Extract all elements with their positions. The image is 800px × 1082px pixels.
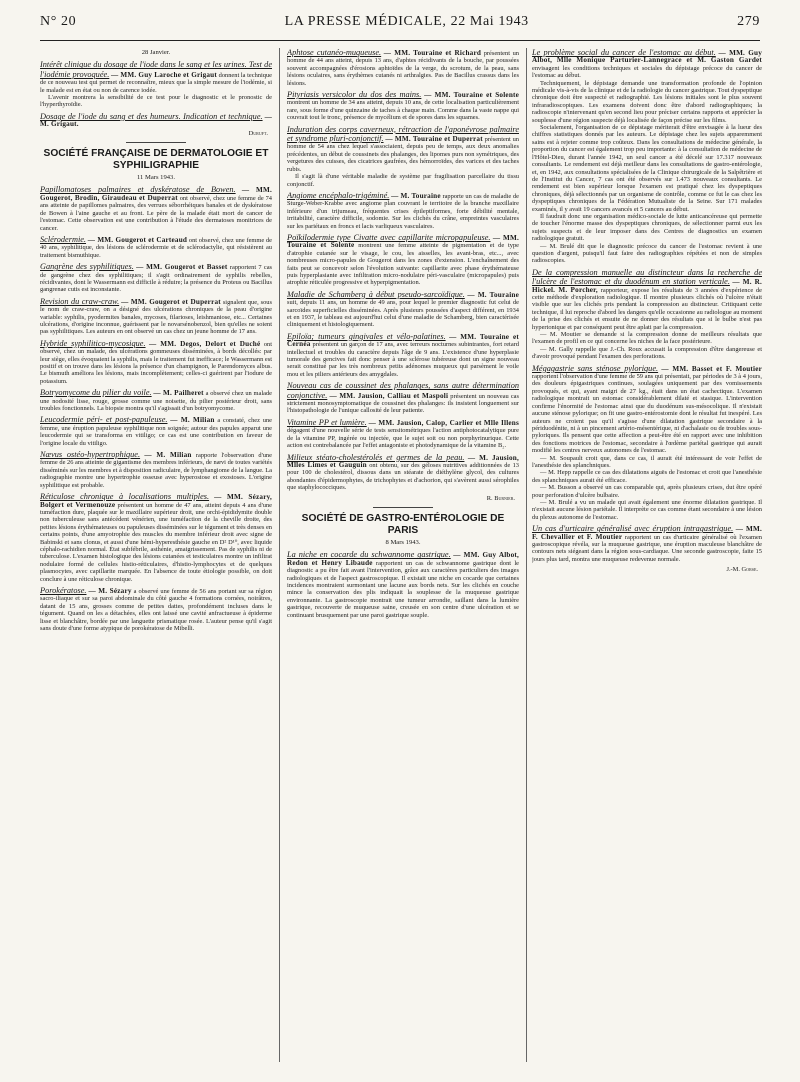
article-text: a constaté, chez une femme, une éruption papuleuse syphilitique non soignée; autour des papules apparut une leucodermie qui se transforma en vitiligo; ce cas est une contribution en faveur de l'origine locale du vitiligo.: [40, 417, 272, 447]
article-authors: — MM. Jausion, Calop, Carlier et Mlle Illens: [368, 418, 519, 427]
article-authors: — MM. Touraine et Solente: [287, 233, 519, 250]
article: [532, 524, 762, 563]
article-authors: — MM. Gougerot et Basset: [136, 263, 228, 272]
article-authors: — MM. F. Chevallier et F. Moutier: [532, 525, 762, 541]
article-title: Vitamine PP et lumière.: [287, 417, 367, 427]
article-authors: — M. Jausion, Mlles Limes et Gauguin: [287, 453, 519, 469]
article-authors: — MM. Guy Albot, Redon et Henry Libaude: [287, 551, 519, 567]
article-discussion: — M. Soupault croit que, dans ce cas, il aurait été intéressant de voir l'effet de l'anesthésie des splanchniques.: [532, 454, 762, 469]
article-text: présentent un homme de 44 ans atteint, depuis 13 ans, d'aphtes récidivants de la bouche, par poussées souvent accompagnées d'érosions aphtoïdes de la verge, du scrotum, de la peau, sans lésions oculaires, sans érythèmes cutanés ni arthralgies. Pas de Bacillus crassus dans les lésions.: [287, 50, 519, 87]
article: [40, 297, 272, 336]
article-authors: — MM. Touraine et Cernéa: [287, 332, 519, 349]
article: [40, 339, 272, 385]
article-title: Le problème social du cancer de l'estomac au début.: [532, 48, 716, 57]
column-2: [287, 48, 519, 1062]
article-authors: — MM. Gougerot et Duperrat: [121, 297, 221, 306]
article-title: Botryomycome du pilier du voile.: [40, 388, 152, 398]
article-title: Epiloïa; tumeurs gingivales et vélo-palatines.: [287, 331, 446, 341]
article-text: montrent un homme de 34 ans atteint, depuis 10 ans, de cette localisation particulièrement rare, sous forme d'une quinzaine de taches à chaque main. Comme dans la vaste nappe qui couvrait tout le tronc, présence de mycélium et de spores dans les squames.: [287, 99, 519, 122]
society-heading: SOCIÉTÉ DE GASTRO-ENTÉROLOGIE DE PARIS: [301, 512, 505, 536]
article-title: Milieux stéato-cholestérolés et germes de la peau.: [287, 452, 465, 462]
article-discussion: — M. Busson a observé un cas comparable qui, après plusieurs crises, dut être opéré pour perforation d'ulcère bulbaire.: [532, 484, 762, 499]
article-authors: — MM. Guy Laroche et Grigaut: [110, 70, 217, 79]
article-title: Induration des corps caverneux, rétraction de l'aponévrose palmaire et syndrome pluri-conjonctif.: [287, 124, 519, 144]
article-title: Maladie de Schamberg à début pseudo-sarcoïdique.: [287, 289, 465, 299]
column-3: [532, 48, 762, 1062]
article-title: Nævus ostéo-hypertrophique.: [40, 450, 141, 460]
article-authors: — M. Touraine: [467, 290, 519, 299]
header-rule: [40, 40, 760, 41]
article-discussion: — M. Gally rappelle que J.-Ch. Roux accusait la compression d'être dangereuse et d'avoir provoqué pendant l'examen des perforations.: [532, 345, 762, 361]
article: [287, 381, 519, 415]
article-text: présentent un homme de 47 ans, atteint depuis 4 ans d'une tuméfaction dure, plaquée sur le maxillaire supérieur droit, une orchi-épididymite double non tuberculeuse sans antécédent vénérien, une tuméfaction de la cheville droite, des petites lésions érythémateuses ou papuleuses disséminées sur le tégument et très denses en certains points, d'une amyotrophie des muscles du membre inférieur droit avec signe de Babinski et sans clonus, et aussi d'une hémi-hyperesthésie gauche en D² D¹⁰, avec liquide céphalo-rachidien normal. État subfébrile, asthénie, amaigrissement. Pas de syphilis ni de tuberculose. L'examen histologique des lésions cutanées et testiculaires montre un infiltrat nodulaire formé de cellules histio-réticulaires, d'histio-lymphocytes et de quelques plasmocytes, avec capillarite marquée. En l'absence de toute étiologie possible, on doit conclure à une réticulose chronique.: [40, 501, 272, 583]
article-authors: — M. Pailheret: [153, 389, 204, 398]
article-title: Revision du craw-craw.: [40, 296, 120, 306]
article-title: Hybride syphilitico-mycosique.: [40, 338, 146, 348]
page-header: [40, 14, 760, 40]
article-discussion: — M. Hepp rappelle ce cas des dilatations aiguës de l'estomac et croit que l'anesthésie des splanchniques aurait été efficace.: [532, 469, 762, 484]
article-authors: — M. R. Hickel. M. Porcher,: [532, 278, 762, 294]
article-text: donnent la technique de ce nouveau test qui permet de reconnaître, mieux que la simple mesure de l'iodémie, si le malade est en état ou non de carence iodée.: [40, 71, 272, 94]
signature: R. Burnier.: [486, 494, 515, 502]
society-heading: SOCIÉTÉ FRANÇAISE DE DERMATOLOGIE ET SYPHILIGRAPHIE: [43, 148, 269, 172]
article-authors: — M. Milian: [170, 416, 215, 425]
article-title: Aphtose cutanéo-muqueuse.: [287, 48, 382, 57]
article-title: Gangrène des syphilitiques.: [40, 262, 134, 272]
article-text: ont observé, chez un malade, des ulcérations gommeuses disséminées, à bords décollés: par leur siège, elles évoquaient la syphilis, mais le traitement fut inefficace; le Wassermann est positif et on trouve dans les lésions la présence d'un champignon, le Parendomyces albus. Le bismuth améliora les lésions, mais incomplètement; celles-ci guérirent par l'iodure de potassium.: [40, 340, 272, 385]
article-authors: — M. Milian: [144, 451, 192, 460]
column-divider: [526, 48, 527, 1062]
article-title: Un cas d'urticaire généralisé avec éruption intragastrique.: [532, 524, 734, 534]
article-discussion: — M. Brulé dit que le diagnostic précoce du cancer de l'estomac revient à une question d'argent, puisqu'il faut faire des radiographies répétées et non de simples radioscopies.: [532, 242, 762, 265]
article-title: Pityriasis versicolor du dos des mains.: [287, 90, 422, 100]
article-authors: — MM. Gougerot, Brodin, Giraudeau et Duperrat: [40, 186, 272, 202]
article-title: Réticulose chronique à localisations multiples.: [40, 492, 210, 502]
article-title: De la compression manuelle au distincteur dans la recherche de l'ulcère de l'estomac et du duodénum en station verticale.: [532, 267, 762, 287]
article: [287, 332, 519, 378]
article-title: Poïkilodermie type Civatte avec capillarite micropapuleuse.: [287, 232, 491, 242]
article-text: a observé une femme de 56 ans portant sur sa région sacro-iliaque et sur sa paroi abdominale du côté gauche 4 formations cornées, noirâtres, datant de 15 ans, grosses comme de petites dattes, profondément incluses dans le tégument. Quand on les a détachées, elles ont laissé une cavité anfractueuse à épiderme lisse et blanchâtre, bordée par une languette prismatique rosée. L'auteur pense qu'il s'agit sans doute d'une forme atypique de porokératose de Mibelli.: [40, 587, 272, 632]
article-text: ont observé, chez une femme de 74 ans atteinte de papillomes palmaires, des verrues séborrhéiques banales et de dyskératose de Bowen à l'aine gauche et au front. Le père de la malade était mort de cancer de l'estomac. Cette observation est une contribution à l'étude des dermatoses monitrices de cancer.: [40, 194, 272, 232]
article-text: rapportent un cas de schwannome gastrique dont le diagnostic a pu être fait avant l'intervention, grâce aux caractères particuliers des images radiologiques et de l'aspect gastroscopique. Il existait une niche en cocarde que certaines incidences montraient surmontant une lacune aux bords nets. Sur les clichés en couche mince la conservation des plis indiquait la souplesse de la muqueuse gastrique environnante. La gastroscopie montrait une tumeur arrondie, saillant dans la lumière gastrique, recouverte de muqueuse saine, creusée en son centre d'une ulcération et se continuant brusquement par une paroi gastrique souple.: [287, 559, 519, 619]
article-authors: — MM. Touraine et Duperrat: [385, 135, 483, 144]
article-text: rapportent l'observation d'une femme de 59 ans qui présentait, par périodes de 3 à 4 jours, des douleurs épigastriques continues, soulagées uniquement par des vomissements provoqués, et qui, ayant maigri de 27 kg., était dans un état cachectique. L'examen radiologique montrait un estomac considérablement dilaté et stasique. L'intervention confirme l'énormité de l'estomac ainsi que du duodénum sus-mésocolique. Il n'existait aucune sténose pylorique; on fit une gastro-entérostomie dont le résultat fut inespéré. Les auteurs ne croient pas qu'il s'agisse d'une dilatation gastrique secondaire à la périduodénite, ni à un pincement artério-mésentérique, ni d'achalasie ou de troubles sous-pyloriques. Ils pensent que cette affection a peut-être été en rapport avec une inhibition des fonctions motrices de l'estomac, secondaire à l'œdème pariétal gastrique qui aurait modifié les centres nerveux autonomes de l'estomac.: [532, 373, 762, 455]
article-title: Papillomatoses palmaires et dyskératose de Bowen.: [40, 185, 236, 195]
article: [532, 268, 762, 361]
signature: J.-M. Gorse.: [726, 566, 758, 574]
article: [287, 90, 519, 122]
article-text: rapportent un cas d'urticaire généralisé où l'examen gastroscopique révéla, sur la muqueuse gastrique, une éruption maculeuse blanchâtre de contours nets siégeant dans la région sous-cardiaque. Une seconde gastroscopie, faite 15 jours plus tard, montra une muqueuse redevenue normale.: [532, 533, 762, 563]
separator: [373, 507, 433, 508]
article: [532, 48, 762, 265]
article: [287, 290, 519, 329]
article-authors: — M. Grigaut.: [40, 112, 272, 129]
article: [40, 185, 272, 231]
article-authors: — MM. Touraine et Solente: [424, 91, 519, 100]
article-text: rapportent 7 cas de gangrène chez des syphilitiques; il s'agit ordinairement de syphilis rebelles, récidivantes, dont le Wassermann est difficile à réduire; la présence du Proteus ou Bacillus gangrenae cutis est inconstante.: [40, 264, 272, 294]
article-text: rapporte l'observation d'une femme de 26 ans atteinte de gigantisme des membres inférieurs, de nævi de toutes variétés disséminés sur les membres et à disposition radiculaire, de lymphangiome de la langue. La radiographie montre une hypertrophie osseuse avec hyperostose et exostoses. L'origine syphilitique est probable.: [40, 452, 272, 489]
article-title: Dosage de l'iode du sang et des humeurs. Indication et technique.: [40, 111, 263, 121]
article-authors: — M. Touraine: [391, 191, 441, 200]
article-authors: — MM. Basset et F. Moutier: [661, 364, 762, 373]
article-title: La niche en cocarde du schwannome gastrique.: [287, 550, 451, 560]
session-date: 28 Janvier.: [141, 49, 171, 56]
article-text: Il s'agit là d'une véritable maladie de système par fragilisation parcellaire du tissu conjonctif.: [287, 173, 519, 188]
article: [40, 450, 272, 489]
article-title: Porokératose.: [40, 585, 87, 595]
article-text: envisagent les conditions techniques et sociales du dépistage précoce du cancer de l'estomac au début.: [532, 64, 762, 80]
journal-title: LA PRESSE MÉDICALE, 22 Mai 1943: [284, 14, 529, 29]
article: [40, 60, 272, 108]
article: [40, 586, 272, 632]
article-title: Mégagastrie sans sténose pylorique.: [532, 363, 659, 373]
article-text: a observé chez un malade une nodosité lisse, rouge, grosse comme une noisette, du pilier postérieur droit, sans troubles fonctionnels. La biopsie montra qu'il s'agissait d'un botryomycome.: [40, 390, 272, 413]
article: [40, 415, 272, 447]
article-text: montrent une femme atteinte de pigmentation et de type d'atrophie cutanée sur le visage, le cou, les aisselles, les avant-bras, etc..., avec nombreuses micro-papules de Gougerot dans les zones d'extension. L'enchaînement des faits peut se concevoir selon l'évolution suivante: capillarite avec phase érythémateuse puis hyperplasiante avec infiltration micro-nodulaire péri-vasculaire (micropapules) puis atrophie réticulée progressive et hyperpigmentation.: [287, 242, 519, 287]
article-text: rapporteur, expose les résultats de 3 années d'expérience de cette méthode d'exploration radiologique. Il montre plusieurs clichés où l'ulcère n'était visible que sur les clichés pris pendant la compression au distincteur. Critiquant cette technique, il lui reproche d'abord les dangers qu'elle occasionne au radiologue au moment de la prise des clichés et ensuite de ne donner des résultats que si le bulbe n'est pas hypertonique et par conséquent peut être aplati par la compression.: [532, 286, 762, 331]
column-divider: [279, 48, 280, 1062]
article-text: ont obtenu, sur des géloses nutritives additionnées de 13 pour 100 de cholestérol, dissous dans un stéarate de diéthylène glycol, des cultures abondantes d'épidermophytes, de trichophytes et d'achorion, qui s'avèrent aussi sérophiles que staphylococciques.: [287, 461, 519, 492]
article-title: Angiome encéphalo-trigéminé.: [287, 190, 390, 200]
article-text: rapporte un cas de maladie de Sturge-Weber-Krabbe avec angiome plan couvrant le territoire de la branche maxillaire inférieure d'un trijumeau, fréquentes crises épileptiformes, forte débilité mentale, irritabilité, caractère difficile, sodomie. Sur les clichés du crâne, empreintes vasculaires sur les pariétaux en froncs et lacis varliqueux vasculaires.: [287, 192, 519, 230]
article-authors: — MM. Guy Albot, Mlle Monique Parturier-Lannegrace et M. Gaston Gardet: [532, 49, 762, 65]
article-authors: — MM. Touraine et Richard: [383, 49, 482, 57]
column-1: [40, 48, 272, 1062]
article: [287, 125, 519, 188]
article-title: Nouveau cas de coussinet des phalanges, sans autre détermination conjonctive.: [287, 381, 519, 400]
separator: [126, 142, 186, 143]
article-authors: — MM. Degos, Delort et Duché: [149, 339, 261, 348]
article-text: suit, depuis 11 ans, un homme de 49 ans, pour lequel le premier diagnostic fut celui de sarcoïdes superficielles disséminées. Après plusieurs poussées d'aspect différent, en 1934 et en 1937, le tableau est aujourd'hui celui d'une maladie de Schamberg, bien caractérisée cliniquement et histologiquement.: [287, 299, 519, 329]
article-title: Leucodermie péri- et post-papuleuse.: [40, 415, 168, 425]
issue-number: N° 20: [40, 14, 77, 29]
article-authors: — M. Sézary: [88, 586, 132, 595]
article: [287, 233, 519, 287]
article-discussion: — M. Brulé a vu un malade qui avait également une énorme dilatation gastrique. Il n'existait aucune lésion pariétale. Il interprète ce cas comme étant secondaire à une lésion du plexus autonome de l'estomac.: [532, 498, 762, 521]
article: [287, 191, 519, 230]
article: [40, 262, 272, 294]
article-authors: — MM. Gougerot et Carteaud: [87, 235, 188, 244]
article: [287, 453, 519, 492]
article-text: L'avenir montrera la sensibilité de ce test pour le diagnostic et le pronostic de l'hyperthyroïdie.: [40, 94, 272, 109]
article: [532, 364, 762, 522]
article-text: Socialement, l'organisation de ce dépistage mériterait d'être envisagée à la lueur des chiffres statistiques donnés par les auteurs. Le dépistage chez les sujets apparemment sains est à rejeter comme trop coûteux. Dans les consultations de médecine générale, la proportion du cancer est également trop peu importante: à la consultation de médecine de l'Hôtel-Dieu, durant l'année 1942, un seul cancer a été décelé sur 17.317 nouveaux consultants. Le rendement est déjà meilleur dans les consultations de gastro-entérologie, et, en 1942, aux consultations spécialisées de la Clinique chirurgicale de la Salpêtrière et de l'Institut du Cancer, 7 cas ont été observés sur 1.473 nouveaux consultants. Le rendement est bien supérieur lorsque l'examen est pratiqué chez les dyspeptiques chroniques, déjà sélectionnés par un organisme de contrôle, comme ce fut le cas chez les dyspeptiques chroniques de la Fédération Mutualiste de la Seine. Sur 171 malades examinés, il y avait 19 cancers avancés et 5 cancers au début.: [532, 124, 762, 213]
article-text: Techniquement, le dépistage demande une transformation profonde de l'opinion médicale vis-à-vis de la clinique et de la radiologie du cancer gastrique. Tout dyspeptique chronique doit être suspecté et radiographié. Les lésions initiales sont le plus souvent infraradioscopiques. Les examens doivent donc être d'abord radiographiques; la radioscopie n'intervenant qu'en second lieu pour préciser certains rapports et apprécier la souplesse d'une région suspecte déjà localisée de façon précise sur les films.: [532, 79, 762, 124]
article-text: Il faudrait donc une organisation médico-sociale de lutte anticancéreuse qui permette de toucher l'énorme masse des dyspeptiques chroniques, de sélectionner parmi eux les sujets suspects et de leur imposer dans des Centres de diagnostics un examen radiologique gratuit.: [532, 212, 762, 243]
article-authors: — MM. Jausion, Calliau et Maspoli: [329, 391, 449, 400]
article-discussion: — M. Moutier se demande si la compression donne de meilleurs résultats que l'examen de profil en ce qui concerne les niches de la face postérieure.: [532, 331, 762, 346]
article: [287, 550, 519, 619]
article: [40, 388, 272, 412]
page-number: 279: [737, 14, 760, 29]
article-text: ont observé, chez une femme de 40 ans, syphilitique, des lésions de sclérodermie et de sclérodactylie, qui résistèrent au traitement bismuthique.: [40, 236, 272, 259]
article: [40, 112, 272, 137]
article: [287, 48, 519, 87]
session-date: 11 Mars 1943.: [136, 174, 176, 182]
article-text: signalent que, sous le nom de craw-craw, on a désigné des ulcérations chroniques de la peau d'origine variable: syphilis, pyodermites banales, mycoses, filarioses, leishmaniose, etc... Certaines ulcérations, d'origine inconnue, guérissent par le novarsénobenzol, bien qu'elles ne soient pas syphilitiques. Les auteurs en ont observé un cas chez un jeune homme de 17 ans.: [40, 298, 272, 336]
article: [287, 418, 519, 450]
session-date: 8 Mars 1943.: [385, 538, 421, 546]
article-authors: — MM. Sézary, Bolgert et Vermenouze: [40, 493, 272, 509]
signature: Duruft.: [248, 129, 268, 137]
article-text: présentent un nouveau cas strictement monosymptomatique de coussinet des phalanges: ils insistent longuement sur l'histopathologie de l'unique callosité de leur patiente.: [287, 392, 519, 415]
article: [40, 492, 272, 583]
article-text: présentent un homme de 54 ans chez lequel s'associaient, depuis peu de temps, aux deux anomalies précédentes, un début de coussinets des phalanges, des lipomes purs non symétriques, des vergetures des cuisses, des cicatrices gaufrées, des hémorroïdes, des varices et des taches rubis.: [287, 136, 519, 173]
article-title: Sclérodermie.: [40, 234, 87, 244]
article-text: présentent un garçon de 17 ans, avec terreurs nocturnes subintrantes, fort retard intellectuel et troubles du caractère depuis l'âge de 9 ans. L'existence d'une hyperplasie tumorale des gencives fait donc penser à une sclérose tubéreuse dont un signe nouveau serait constitué par les très nombreux petits adénomes muqueux qui parsèment le voile mou et les piliers antérieurs des amygdales.: [287, 341, 519, 378]
article-text: dégagent d'une nouvelle série de tests sensitométriques l'action antiphotocatalytique pure de la vitamine PP, ingérée ou injectée, que le sujet soit ou non porphyrinurique. Cette action est contrebalancée par l'effet antagoniste et photodynamique de la vitamine B₂.: [287, 427, 519, 450]
article-title: Intérêt clinique du dosage de l'iode dans le sang et les urines. Test de l'iodémie provoquée.: [40, 60, 272, 79]
article: [40, 235, 272, 259]
